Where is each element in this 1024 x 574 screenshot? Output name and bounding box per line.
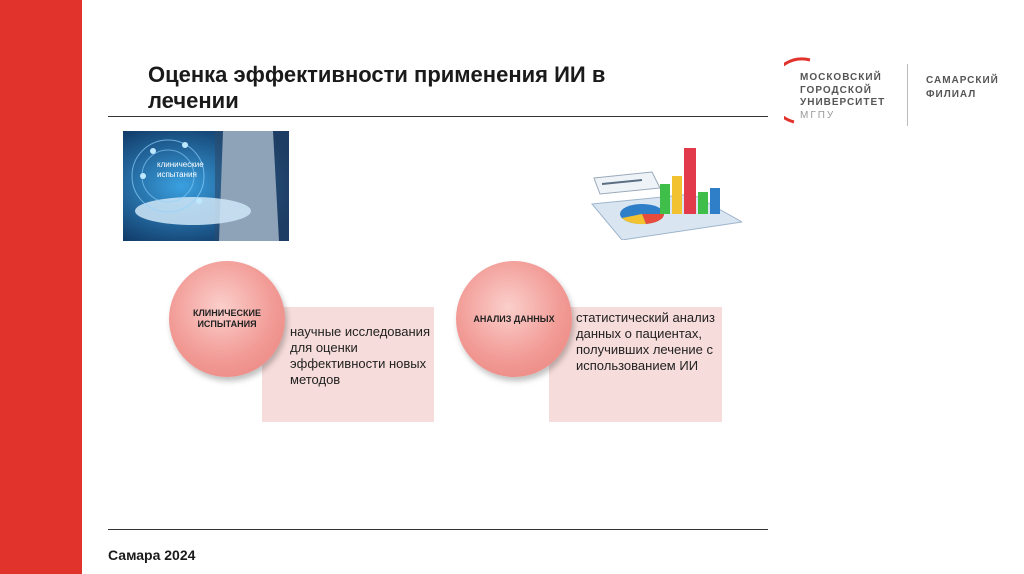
logo-line: ГОРОДСКОЙ [800, 84, 872, 96]
data-analysis-image [582, 144, 742, 240]
accent-bar [0, 0, 82, 574]
circle-label: КЛИНИЧЕСКИЕ ИСПЫТАНИЯ [192, 308, 262, 329]
image-caption: испытания [157, 170, 197, 179]
logo-branch-line: САМАРСКИЙ [926, 75, 999, 86]
clinical-trials-image [123, 131, 289, 241]
logo-branch-line: ФИЛИАЛ [926, 89, 977, 100]
circle-clinical-trials [169, 261, 285, 377]
title-divider [108, 116, 768, 117]
box-text-clinical: научные исследования для оценки эффективности новых методов [290, 324, 430, 387]
image-caption: клинические [157, 160, 204, 169]
footer-divider [108, 529, 768, 530]
footer-text: Самара 2024 [108, 547, 196, 563]
box-text-data-analysis: статистический анализ данных о пациентах, получивших лечение с использованием ИИ [576, 310, 715, 373]
slide-title: Оценка эффективности применения ИИ в лечении [148, 62, 606, 113]
logo-line: МОСКОВСКИЙ [800, 72, 882, 83]
logo-university-name [800, 72, 885, 122]
university-logo [784, 52, 1014, 132]
logo-abbr: МГПУ [800, 109, 836, 121]
circle-data-analysis [456, 261, 572, 377]
logo-branch [926, 74, 999, 102]
logo-separator [907, 64, 908, 126]
circle-label: АНАЛИЗ ДАННЫХ [473, 313, 555, 324]
logo-line: УНИВЕРСИТЕТ [800, 97, 886, 108]
